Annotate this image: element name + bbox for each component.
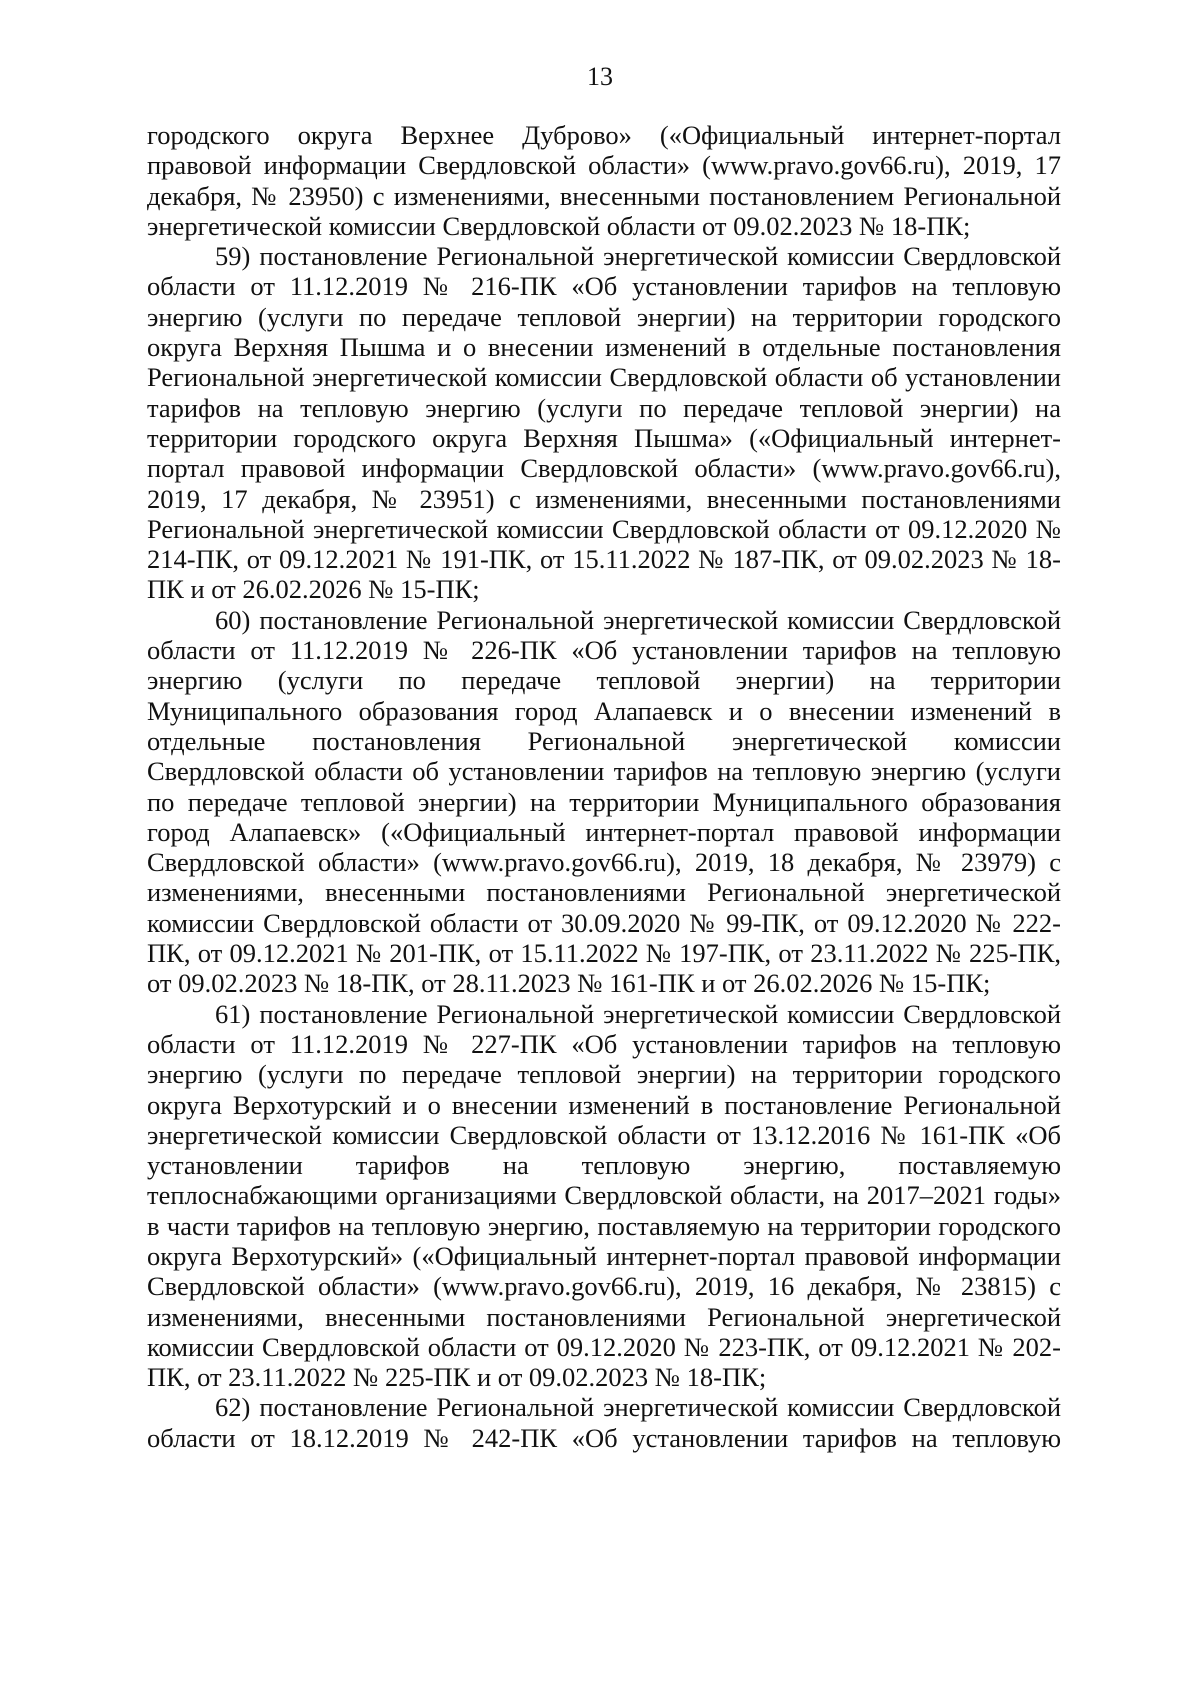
document-body <box>147 120 1061 1453</box>
paragraph-item-60: 60) постановление Региональной энергетической комиссии Свердловской области от 11.12.2019 № 226-ПК «Об установлении тарифов на тепловую энергию (услуги по передаче тепловой энергии) на территории Муниципального образования город Алапаевск и о внесении изменений в отдельные постановления Региональной энергетической комиссии Свердловской области об установлении тарифов на тепловую энергию (услуги по передаче тепловой энергии) на территории Муниципального образования город Алапаевск» («Официальный интернет-портал правовой информации Свердловской области» (www.pravo.gov66.ru), 2019, 18 декабря, № 23979) с изменениями, внесенными постановлениями Региональной энергетической комиссии Свердловской области от 30.09.2020 № 99-ПК, от 09.12.2020 № 222-ПК, от 09.12.2021 № 201-ПК, от 15.11.2022 № 197-ПК, от 23.11.2022 № 225-ПК, от 09.02.2023 № 18-ПК, от 28.11.2023 № 161-ПК и от 26.02.2026 № 15-ПК; <box>147 604 1061 999</box>
paragraph-item-61: 61) постановление Региональной энергетической комиссии Свердловской области от 11.12.2019 № 227-ПК «Об установлении тарифов на тепловую энергию (услуги по передаче тепловой энергии) на территории городского округа Верхотурский и о внесении изменений в постановление Региональной энергетической комиссии Свердловской области от 13.12.2016 № 161-ПК «Об установлении тарифов на тепловую энергию, поставляемую теплоснабжающими организациями Свердловской области, на 2017–2021 годы» в части тарифов на тепловую энергию, поставляемую на территории городского округа Верхотурский» («Официальный интернет-портал правовой информации Свердловской области» (www.pravo.gov66.ru), 2019, 16 декабря, № 23815) с изменениями, внесенными постановлениями Региональной энергетической комиссии Свердловской области от 09.12.2020 № 223-ПК, от 09.12.2021 № 202-ПК, от 23.11.2022 № 225-ПК и от 09.02.2023 № 18-ПК; <box>147 998 1061 1393</box>
paragraph-continuation: городского округа Верхнее Дуброво» («Официальный интернет-портал правовой информации Свердловской области» (www.pravo.gov66.ru), 2019, 17 декабря, № 23950) с изменениями, внесенными постановлением Региональной энергетической комиссии Свердловской области от 09.02.2023 № 18-ПК; <box>147 120 1061 241</box>
page-number: 13 <box>587 62 613 91</box>
paragraph-item-59: 59) постановление Региональной энергетической комиссии Свердловской области от 11.12.2019 № 216-ПК «Об установлении тарифов на тепловую энергию (услуги по передаче тепловой энергии) на территории городского округа Верхняя Пышма и о внесении изменений в отдельные постановления Региональной энергетической комиссии Свердловской области об установлении тарифов на тепловую энергию (услуги по передаче тепловой энергии) на территории городского округа Верхняя Пышма» («Официальный интернет-портал правовой информации Свердловской области» (www.pravo.gov66.ru), 2019, 17 декабря, № 23951) с изменениями, внесенными постановлениями Региональной энергетической комиссии Свердловской области от 09.12.2020 № 214-ПК, от 09.12.2021 № 191-ПК, от 15.11.2022 № 187-ПК, от 09.02.2023 № 18-ПК и от 26.02.2026 № 15-ПК; <box>147 241 1061 605</box>
paragraph-item-62: 62) постановление Региональной энергетической комиссии Свердловской области от 18.12.2019 № 242-ПК «Об установлении тарифов на тепловую <box>147 1392 1061 1453</box>
